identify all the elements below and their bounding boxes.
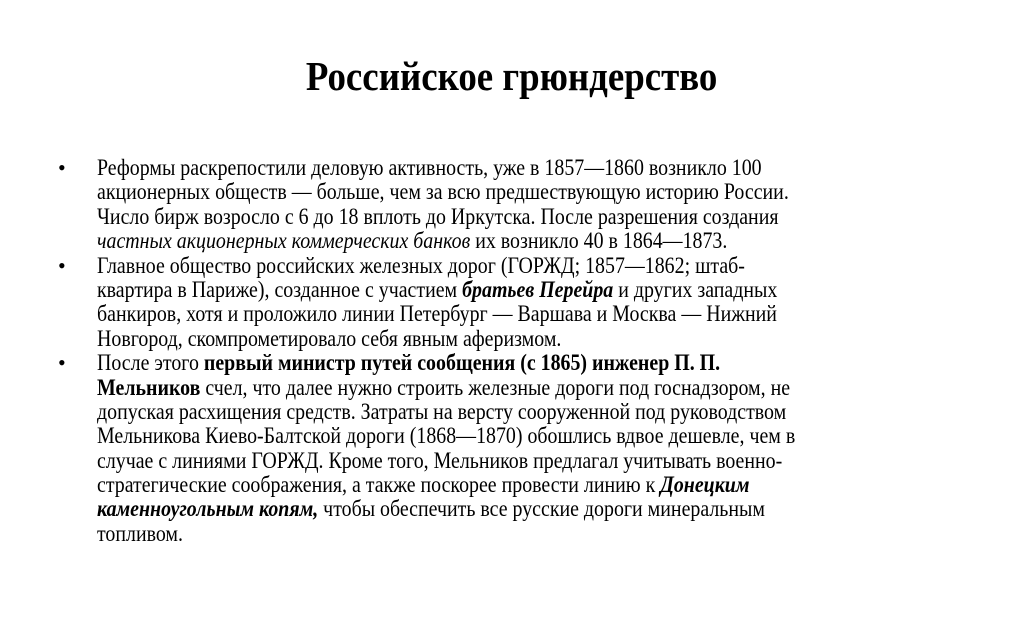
emphasized-text: Мельников xyxy=(97,374,201,400)
text-line xyxy=(97,302,899,326)
text-line xyxy=(97,522,899,546)
text-segment: и других западных xyxy=(613,276,778,302)
emphasized-text: братьев Перейра xyxy=(462,276,614,302)
text-line xyxy=(97,205,899,229)
text-line xyxy=(97,473,899,497)
text-segment: допуская расхищения средств. Затраты на версту сооруженной под руководством xyxy=(97,398,787,424)
text-line xyxy=(97,376,899,400)
text-segment: Мельникова Киево-Балтской дороги (1868—1870) обошлись вдвое дешевле, чем в xyxy=(97,423,796,449)
text-line xyxy=(97,497,899,521)
text-segment: Реформы раскрепостили деловую активность, уже в 1857—1860 возникло 100 xyxy=(97,155,762,180)
bullet-item xyxy=(0,254,1024,352)
text-segment: чтобы обеспечить все русские дороги минеральным xyxy=(318,496,765,522)
emphasized-text: каменноугольным копям, xyxy=(97,496,319,522)
text-segment: квартира в Париже), созданное с участием xyxy=(97,276,463,302)
text-segment: стратегические соображения, а также поскорее провести линию к xyxy=(97,472,661,498)
slide-title xyxy=(0,52,1024,100)
slide-title-text: Российское грюндерство xyxy=(306,53,718,99)
text-segment: акционерных обществ — больше, чем за всю предшествующую историю России. xyxy=(97,179,789,205)
text-line xyxy=(97,351,899,375)
bullet-icon: • xyxy=(58,155,66,180)
emphasized-text: частных акционерных коммерческих банков xyxy=(97,228,471,254)
text-line xyxy=(97,400,899,424)
text-segment: Главное общество российских железных дорог (ГОРЖД; 1857—1862; штаб- xyxy=(97,252,745,278)
text-line xyxy=(97,449,899,473)
text-segment: счел, что далее нужно строить железные дороги под госнадзором, не xyxy=(200,374,791,400)
text-segment: топливом. xyxy=(97,520,183,546)
text-line xyxy=(97,254,899,278)
text-segment: Новгород, скомпрометировало себя явным аферизмом. xyxy=(97,325,562,351)
text-segment: Число бирж возросло с 6 до 18 вплоть до Иркутска. После разрешения создания xyxy=(97,203,779,229)
text-segment: банкиров, хотя и проложило линии Петербург — Варшава и Москва — Нижний xyxy=(97,301,777,327)
text-segment: случае с линиями ГОРЖД. Кроме того, Мельников предлагал учитывать военно- xyxy=(97,447,783,473)
text-line xyxy=(97,327,899,351)
bullet-item xyxy=(0,351,1024,546)
emphasized-text: Донецким xyxy=(660,472,750,498)
emphasized-text: первый министр путей сообщения (с 1865) инженер П. П. xyxy=(203,350,721,376)
bullet-item xyxy=(0,156,1024,254)
text-segment: После этого xyxy=(97,350,204,376)
text-line xyxy=(97,180,899,204)
text-segment: их возникло 40 в 1864—1873. xyxy=(470,228,728,254)
text-line xyxy=(97,156,899,180)
text-line xyxy=(97,278,899,302)
bullet-icon: • xyxy=(58,252,66,278)
text-line xyxy=(97,424,899,448)
bullet-list xyxy=(0,156,1024,546)
text-line xyxy=(97,229,899,253)
bullet-icon: • xyxy=(58,350,66,376)
